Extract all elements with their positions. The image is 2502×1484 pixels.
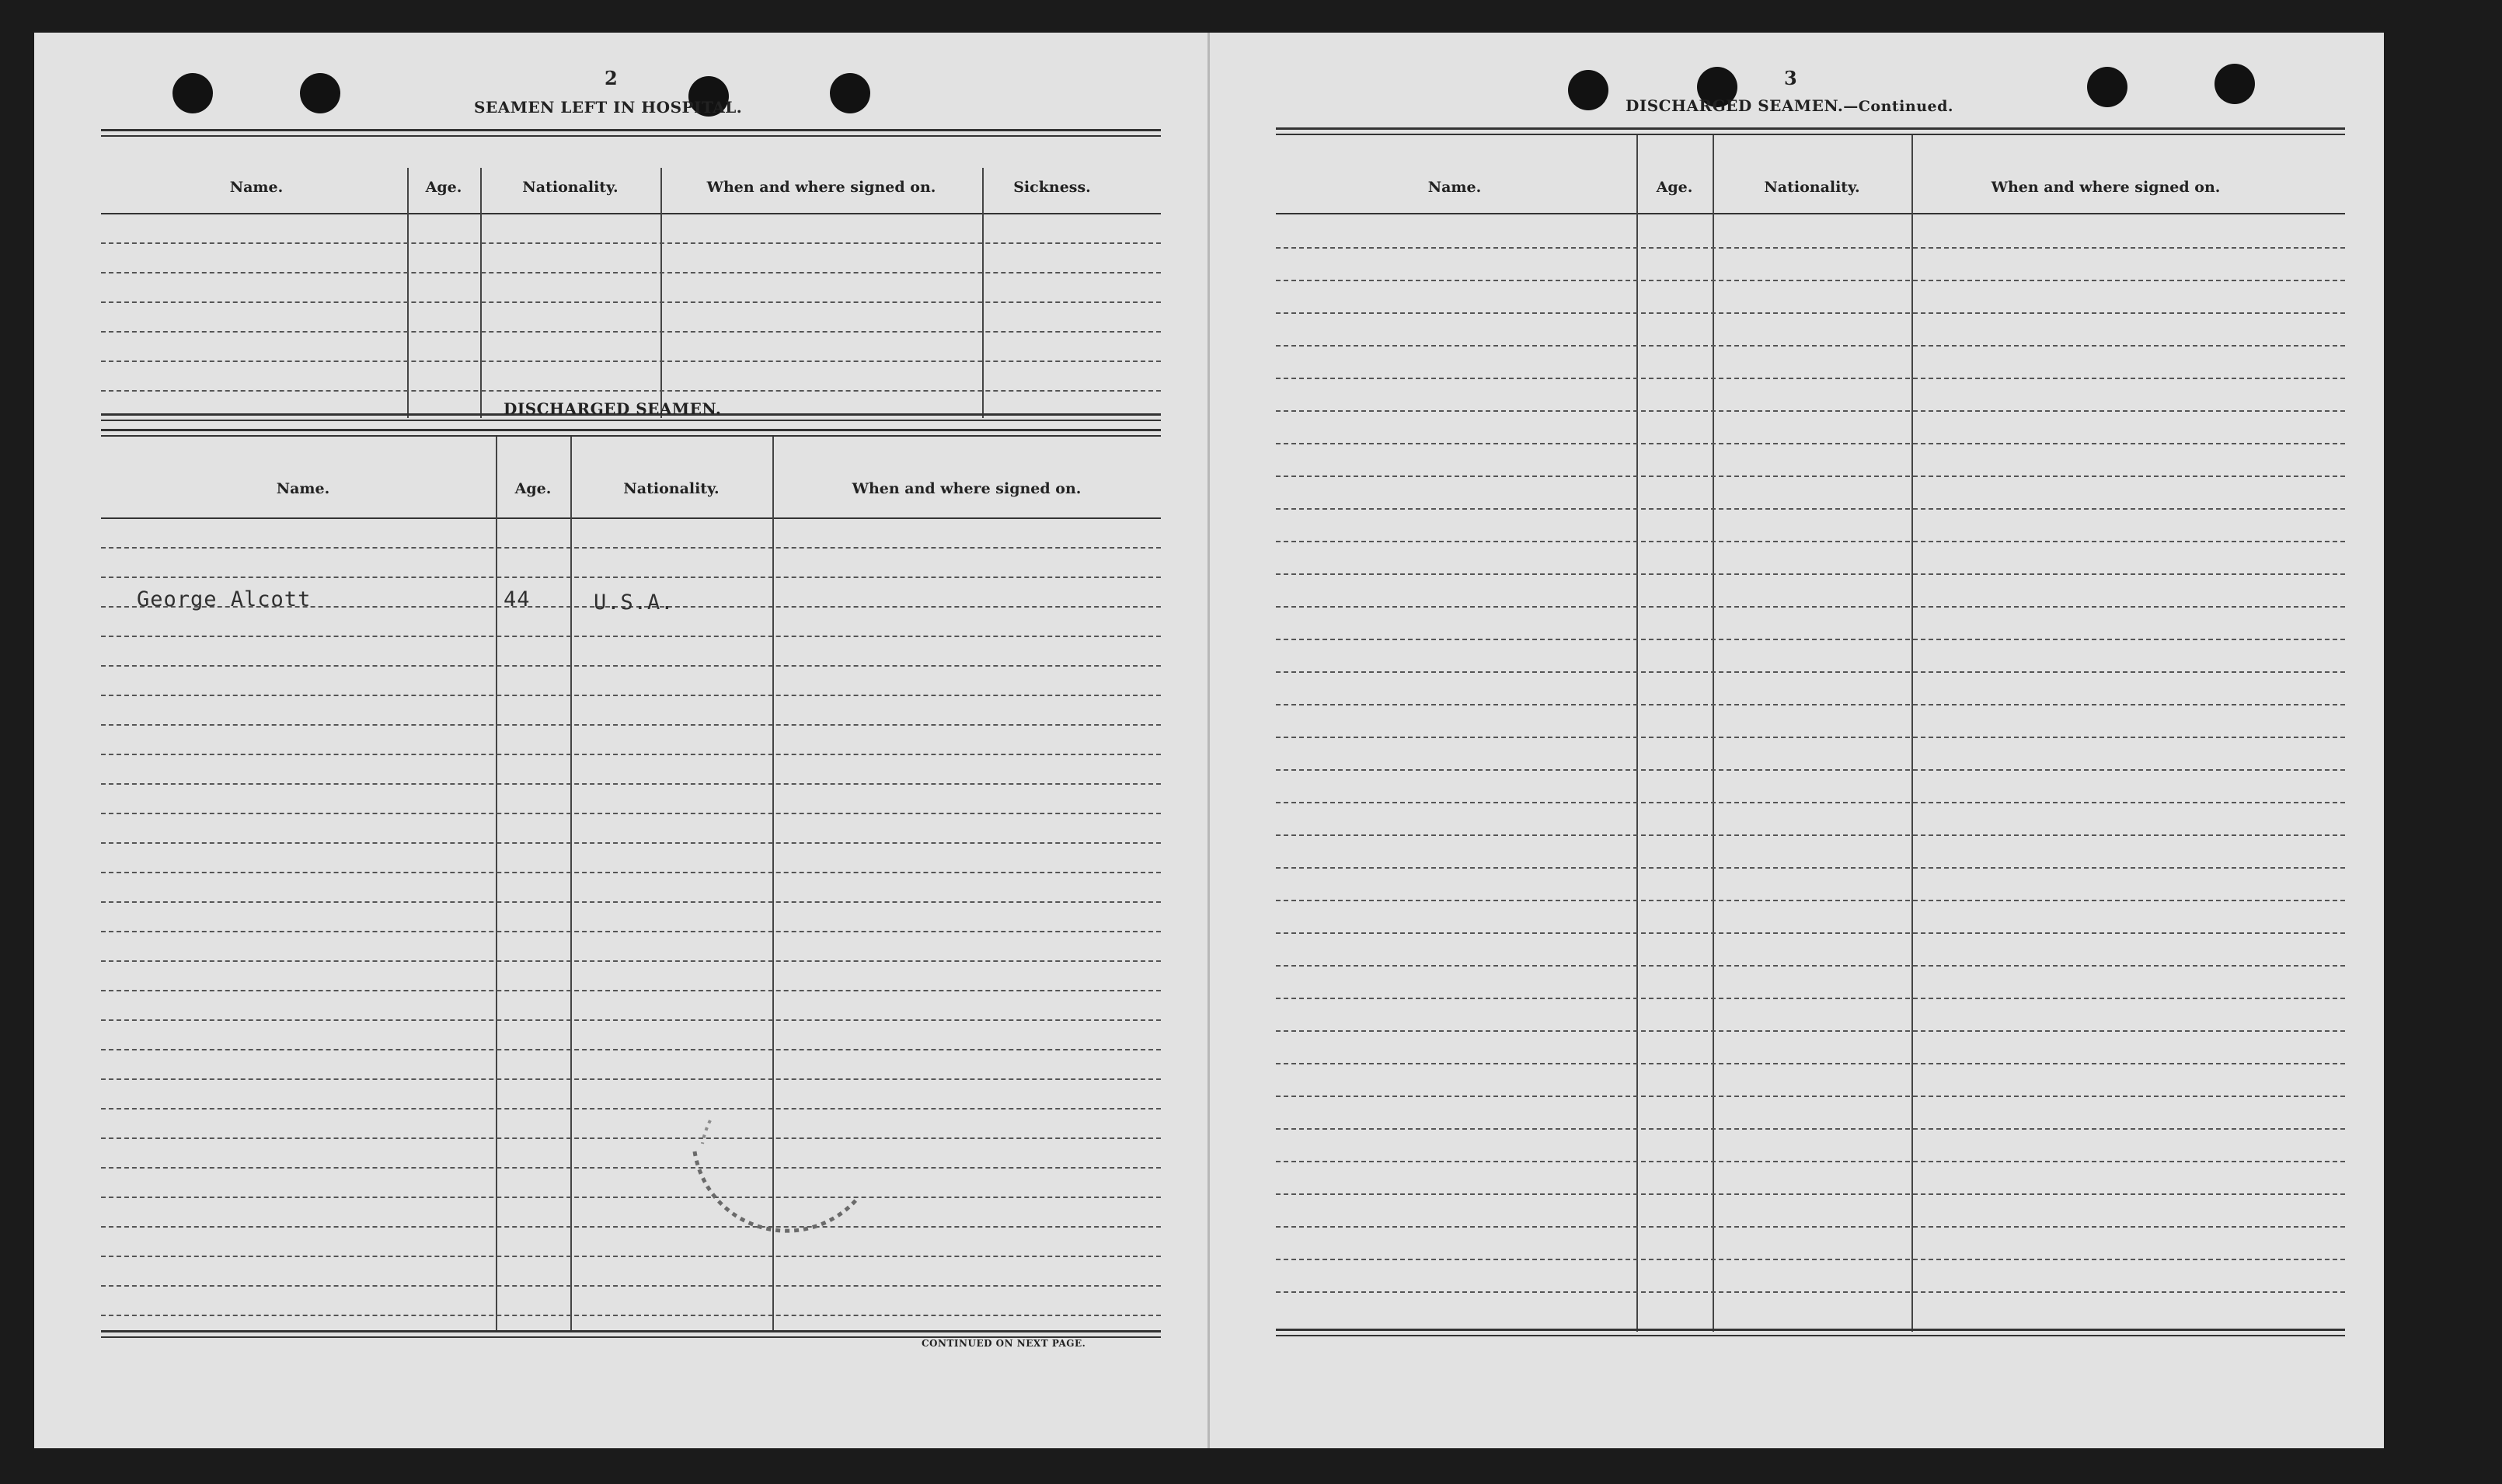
section-title-text: DISCHARGED SEAMEN. [1626, 96, 1844, 115]
postmark-stamp [679, 1105, 881, 1276]
section-title-suffix: —Continued. [1843, 98, 1954, 115]
punch-hole [830, 73, 870, 113]
column-header-age: Age. [1656, 179, 1693, 196]
column-header-signed-on: When and where signed on. [1991, 179, 2221, 196]
discharged-section-title: DISCHARGED SEAMEN. [504, 399, 722, 418]
discharged-continued-table [1276, 127, 2345, 1371]
column-header-name: Name. [276, 480, 330, 497]
column-header-nationality: Nationality. [1764, 179, 1860, 196]
column-header-signed-on: When and where signed on. [852, 480, 1082, 497]
column-header-nationality: Nationality. [623, 480, 720, 497]
continued-footer: CONTINUED ON NEXT PAGE. [922, 1338, 1086, 1349]
discharged-table [101, 429, 1161, 1361]
column-header-signed-on: When and where signed on. [706, 179, 936, 196]
page-number: 2 [605, 67, 618, 89]
seaman-age: 44 [504, 587, 531, 611]
page-fold [1207, 33, 1210, 1448]
document-sheet [34, 33, 2384, 1448]
column-header-nationality: Nationality. [522, 179, 619, 196]
column-header-name: Name. [229, 179, 284, 196]
punch-hole [172, 73, 213, 113]
hospital-table [101, 129, 1161, 424]
punch-hole [1568, 70, 1608, 110]
column-header-name: Name. [1427, 179, 1482, 196]
punch-hole [2215, 64, 2255, 104]
punch-hole [2087, 67, 2127, 107]
page-number: 3 [1784, 67, 1797, 89]
discharged-continued-title [1626, 96, 1953, 115]
seaman-name: George Alcott [137, 587, 312, 611]
column-header-age: Age. [514, 480, 552, 497]
hospital-section-title: SEAMEN LEFT IN HOSPITAL. [474, 98, 743, 117]
punch-hole [300, 73, 340, 113]
column-header-age: Age. [425, 179, 462, 196]
seaman-nationality: U.S.A. [594, 590, 674, 615]
column-header-sickness: Sickness. [1013, 179, 1091, 196]
